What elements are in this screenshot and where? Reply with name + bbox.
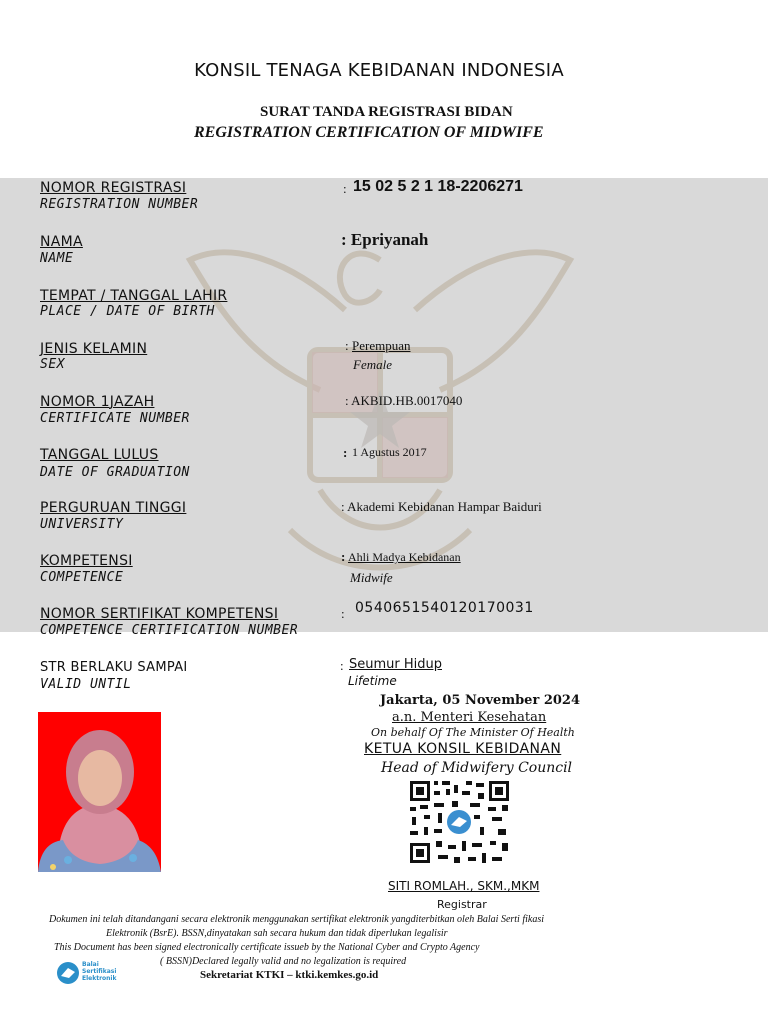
- birth-label: TEMPAT / TANGGAL LAHIR: [40, 288, 228, 304]
- sex-value-en: Female: [353, 357, 392, 372]
- sex-label: JENIS KELAMIN: [40, 341, 148, 357]
- comp-label: KOMPETENSI: [40, 553, 133, 569]
- on-behalf-id: a.n. Menteri Kesehatan: [392, 710, 547, 725]
- bsre-logo: [56, 960, 126, 986]
- compcert-colon: :: [341, 606, 345, 621]
- name-label: NAMA: [40, 234, 83, 250]
- grad-colon: :: [343, 445, 348, 460]
- compcert-label: NOMOR SERTIFIKAT KOMPETENSI: [40, 606, 279, 622]
- grad-label: TANGGAL LULUS: [40, 447, 159, 463]
- valid-value-en: Lifetime: [348, 674, 397, 688]
- compcert-sublabel: COMPETENCE CERTIFICATION NUMBER: [40, 623, 299, 638]
- name-sublabel: NAME: [40, 251, 74, 266]
- cert-label: NOMOR 1JAZAH: [40, 394, 155, 410]
- valid-sublabel: VALID UNTIL: [40, 677, 132, 692]
- logo-text-1: Balai: [82, 961, 99, 968]
- comp-value-en: Midwife: [350, 570, 393, 585]
- birth-sublabel: PLACE / DATE OF BIRTH: [40, 304, 215, 319]
- sex-value: Perempuan: [352, 338, 411, 353]
- univ-label: PERGURUAN TINGGI: [40, 500, 187, 516]
- org-title: KONSIL TENAGA KEBIDANAN INDONESIA: [194, 60, 564, 81]
- doc-title-id: SURAT TANDA REGISTRASI BIDAN: [260, 104, 513, 120]
- valid-value: Seumur Hidup: [349, 657, 442, 672]
- name-value: : Epriyanah: [341, 230, 429, 249]
- comp-value: Ahli Madya Kebidanan: [348, 550, 461, 564]
- cert-sublabel: CERTIFICATE NUMBER: [40, 411, 190, 426]
- compcert-value: 0540651540120170031: [355, 600, 534, 616]
- place-date: Jakarta, 05 November 2024: [380, 693, 581, 708]
- position-id: KETUA KONSIL KEBIDANAN: [364, 741, 562, 757]
- footer-line-2: Elektronik (BsrE). BSSN,dinyatakan sah secara hukum dan tidak diperlukan legalisir: [106, 928, 448, 939]
- grad-sublabel: DATE OF GRADUATION: [40, 465, 190, 480]
- footer-line-1: Dokumen ini telah ditandangani secara elektronik menggunakan sertifikat elektronik yangditerbitkan oleh Balai Serti fikasi: [49, 914, 544, 925]
- on-behalf-en: On behalf Of The Minister Of Health: [371, 726, 575, 739]
- reg-colon: :: [343, 181, 347, 196]
- signer-role: Registrar: [437, 898, 487, 911]
- holder-photo: [38, 712, 161, 872]
- reg-value: 15 02 5 2 1 18-2206271: [353, 178, 523, 195]
- reg-sublabel: REGISTRATION NUMBER: [40, 197, 199, 212]
- logo-text-3: Elektronik: [82, 975, 117, 982]
- reg-label: NOMOR REGISTRASI: [40, 180, 187, 196]
- univ-sublabel: UNIVERSITY: [40, 517, 124, 532]
- position-en: Head of Midwifery Council: [381, 760, 573, 776]
- univ-value: : Akademi Kebidanan Hampar Baiduri: [341, 499, 542, 514]
- qr-code: [408, 779, 511, 865]
- sex-colon: :: [345, 338, 349, 353]
- cert-value: : AKBID.HB.0017040: [345, 393, 463, 408]
- footer-line-4: ( BSSN)Declared legally valid and no legalization is required: [160, 956, 407, 967]
- logo-text-2: Sertifikasi: [82, 968, 117, 975]
- sex-sublabel: SEX: [40, 357, 65, 372]
- footer-line-3: This Document has been signed electronically certificate issueb by the National Cyber and Crypto Agency: [54, 942, 480, 953]
- signer-name: SITI ROMLAH., SKM.,MKM: [388, 879, 540, 893]
- valid-colon: :: [340, 658, 344, 673]
- valid-label: STR BERLAKU SAMPAI: [40, 660, 188, 675]
- doc-title-en: REGISTRATION CERTIFICATION OF MIDWIFE: [194, 124, 544, 141]
- secretariat: Sekretariat KTKI – ktki.kemkes.go.id: [200, 969, 379, 981]
- comp-colon: :: [341, 549, 346, 564]
- grad-value: 1 Agustus 2017: [352, 445, 427, 459]
- comp-sublabel: COMPETENCE: [40, 570, 124, 585]
